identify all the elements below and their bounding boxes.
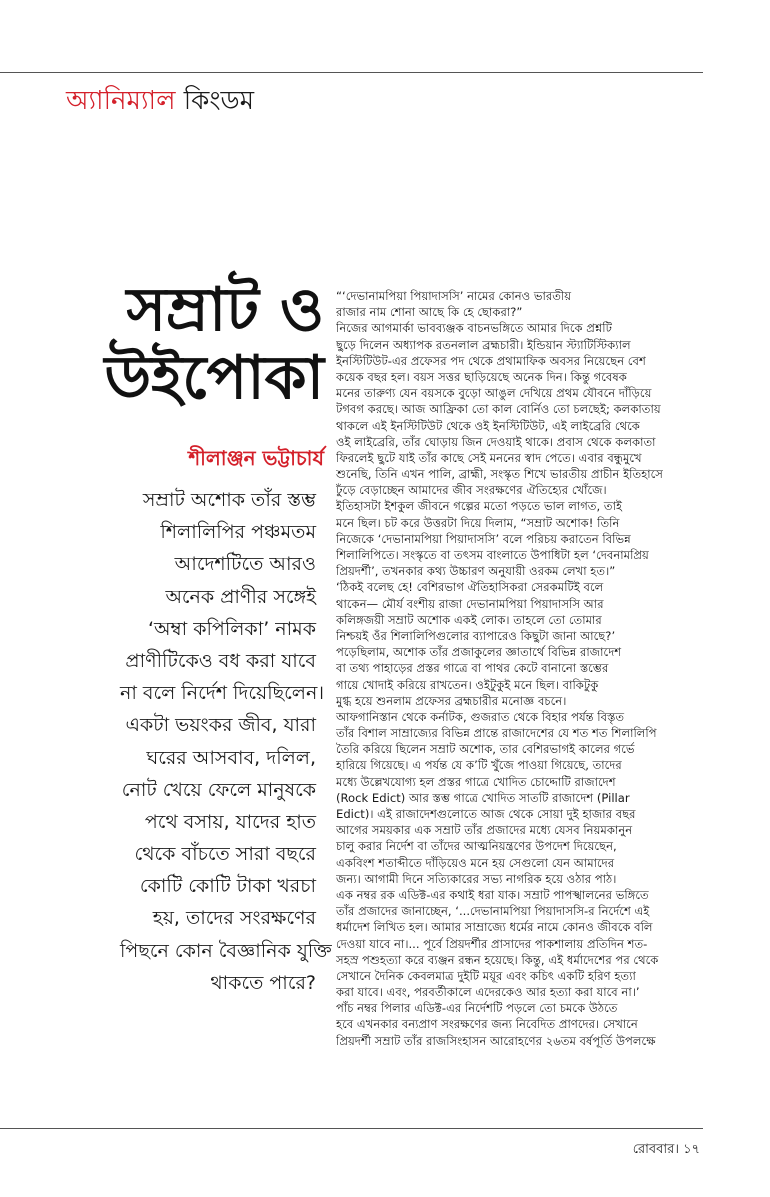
body-text-line: (Rock Edict) আর স্তম্ভ গাত্রে খোদিত সাতটি রাজাদেশ (Pillar xyxy=(336,790,630,805)
body-text-line: আফগানিস্তান থেকে কর্নাটক, গুজরাত থেকে বিহার পর্যন্ত বিস্তৃত xyxy=(336,709,625,724)
top-rule xyxy=(0,72,703,73)
body-text-line: তৈরি করিয়ে ছিলেন সম্রাট অশোক, তার বেশিরভাগই কালের গর্ভে xyxy=(336,742,635,757)
lede-line: পথে বসায়, যাদের হাত xyxy=(144,810,316,833)
body-text-line: হবে এখনকার বন্যপ্রাণ সংরক্ষণের জন্য নিবেদিত প্রাণদের। সেখানে xyxy=(336,1017,638,1032)
body-text-line: বা তথ্য পাহাড়ের প্রস্তর গাত্রে বা পাথর কেটে বানানো স্তম্ভের xyxy=(336,661,609,676)
lede-line: আদেশটিতে আরও xyxy=(174,553,316,576)
body-text-line: হারিয়ে গিয়েছে। এ পর্যন্ত যে ক’টি খুঁজে পাওয়া গিয়েছে, তাদের xyxy=(336,758,622,773)
body-text-line: ছুড়ে দিলেন অধ্যাপক রতনলাল ব্রহ্মচারী। ইন্ডিয়ান স্ট্যাটিস্টিক্যাল xyxy=(336,337,631,352)
body-text-line: শুনেছি, তিনি এখন পালি, ব্রাহ্মী, সংস্কৃত শিখে ভারতীয় প্রাচীন ইতিহাসে xyxy=(336,467,663,482)
title-line-1: সম্রাট ও xyxy=(126,275,324,345)
lede-line: হয়, তাদের সংরক্ষণের xyxy=(152,907,316,930)
body-text-line: কলিঙ্গজয়ী সম্রাট অশোক একই লোক। তাহলে তো তোমার xyxy=(336,612,602,627)
section-label-part1: অ্যানিম্যাল xyxy=(66,86,176,116)
body-text-line: “‘দেভানামপিয়া পিয়াদাসসি’ নামের কোনও ভারতীয় xyxy=(336,289,572,303)
lede-line: থাকতে পারে? xyxy=(210,971,316,994)
body-text-line: সেখানে দৈনিক কেবলমাত্র দুইটি ময়ূর এবং কচিৎ একটি হরিণ হত্যা xyxy=(336,968,636,983)
lede-line: সম্রাট অশোক তাঁর স্তম্ভ xyxy=(142,489,316,511)
lede-line: পিছনে কোন বৈজ্ঞানিক যুক্তি xyxy=(120,939,332,962)
lede-line: কোটি কোটি টাকা খরচা xyxy=(139,875,316,898)
lede-paragraph xyxy=(120,484,332,999)
body-text-line: ওই লাইব্রেরি, তাঁর ঘোড়ায় জিন দেওয়াই থাকে। প্রবাস থেকে কলকাতা xyxy=(336,434,656,449)
body-text-line: ‘ঠিকই বলেছ হে! বেশিরভাগ ঐতিহাসিকরা সেরকমটিই বলে xyxy=(336,580,604,595)
body-text-line: শিলালিপিতে। সংস্কৃতে বা তৎসম বাংলাতে উপাধিটা হল ‘দেবনামপ্রিয় xyxy=(336,548,649,562)
body-text-line: থাকেন— মৌর্য বংশীয় রাজা দেভানামপিয়া পিয়াদাসসি আর xyxy=(336,596,604,611)
article-body xyxy=(336,288,712,1049)
body-text-line: মুগ্ধ হয়ে শুনলাম প্রফেসর ব্রহ্মচারীর মনোজ্ঞ বচনে। xyxy=(336,693,567,708)
body-text-line: ইতিহাসটা ইশকুল জীবনে গল্পের মতো পড়তে ভাল লাগত, তাই xyxy=(336,499,622,514)
lede-line: একটা ভয়ংকর জীব, যারা xyxy=(125,714,316,737)
body-text-line: এক নম্বর রক এডিক্ট-এর কথাই ধরা যাক। সম্রাট পাপস্খালনের ভঙ্গিতে xyxy=(336,887,649,902)
body-text-line: আগের সময়কার এক সম্রাট তাঁর প্রজাদের মধ্যে যেসব নিয়মকানুন xyxy=(336,823,633,838)
body-text-line: তাঁর প্রজাদের জানাচ্ছেন, ‘...দেভানামপিয়া পিয়াদাসসি-র নির্দেশে এই xyxy=(336,904,650,919)
lede-line: ঘরের আসবাব, দলিল, xyxy=(146,746,316,769)
lede-line: প্রাণীটিকেও বধ করা যাবে xyxy=(125,649,316,672)
body-text-line: ইনস্টিটিউট-এর প্রফেসর পদ থেকে প্রথামাফিক অবসর নিয়েছেন বেশ xyxy=(336,353,646,368)
body-text-line: চালু করার নির্দেশ বা তাঁদের আত্মনিয়ন্ত্রণের উপদেশ দিয়েছেন, xyxy=(336,839,617,854)
lede-line: শিলালিপির পঞ্চমতম xyxy=(160,521,316,544)
body-text-line: দেওয়া যাবে না।... পূর্বে প্রিয়দর্শীর প্রাসাদের পাকশালায় প্রতিদিন শত- xyxy=(336,936,648,951)
bottom-rule xyxy=(0,1128,703,1129)
body-text-line: প্রিয়দর্শী সম্রাট তাঁর রাজসিংহাসন আরোহণের ২৬তম বর্ষপূর্তি উপলক্ষে xyxy=(336,1033,656,1048)
body-text-line: করা যাবে। এবং, পরবর্তীকালে এদেরকেও আর হত্যা করা যাবে না।’ xyxy=(336,985,640,1000)
lede-line: থেকে বাঁচতে সারা বছরে xyxy=(134,843,316,866)
body-text-line: সহস্র পশুহত্যা করে ব্যঞ্জন রন্ধন হয়েছে। কিন্তু, এই ধর্মাদেশের পর থেকে xyxy=(336,952,659,967)
section-label xyxy=(66,80,254,124)
body-text-line: টগবগ করছে। আজ আফ্রিকা তো কাল বোর্নিও তো চলছেই; কলকাতায় xyxy=(336,402,661,417)
lede-line: ‘অম্বা কপিলিকা’ নামক xyxy=(147,617,316,640)
body-text-line: ঢুঁড়ে বেড়াচ্ছেন আমাদের জীব সংরক্ষণের ঐতিহ্যের খোঁজে। xyxy=(336,483,607,498)
article-title xyxy=(104,276,324,412)
body-text-line: কয়েক বছর হল। বয়স সত্তর ছাড়িয়েছে অনেক দিন। কিন্তু গবেষক xyxy=(336,369,627,384)
body-text-line: Edict)। এই রাজাদেশগুলোতে আজ থেকে সোয়া দুই হাজার বছর xyxy=(336,807,636,821)
body-text-line: নিজের আগমার্কা ভাবব্যঞ্জক বাচনভঙ্গিতে আমার দিকে প্রশ্নটি xyxy=(336,321,612,336)
body-text-line: প্রিয়দর্শী’, তখনকার কথ্য উচ্চারণ অনুযায়ী ওরকম লেখা হত।” xyxy=(336,564,616,579)
body-text-line: ফিরলেই ছুটে যাই তাঁর কাছে সেই মননের স্বাদ পেতে। এবার বন্ধুমুখে xyxy=(336,450,642,465)
author-byline: শীলাঞ্জন ভট্টাচার্য xyxy=(188,446,324,470)
lede-line: অনেক প্রাণীর সঙ্গেই xyxy=(165,585,316,608)
body-text-line: থাকলে এই ইনস্টিটিউট থেকে ওই ইনস্টিটিউট, এই লাইব্রেরি থেকে xyxy=(336,418,640,433)
body-text-line: রাজার নাম শোনা আছে কি হে ছোকরা?” xyxy=(336,305,523,320)
body-text-line: গায়ে খোদাই করিয়ে রাখতেন। ওইটুকুই মনে ছিল। বাকিটুকু xyxy=(336,677,599,692)
body-text-line: মনে ছিল। চট করে উত্তরটা দিয়ে দিলাম, “সম্রাট অশোক! তিনি xyxy=(336,515,620,530)
body-text-line: মনের তারুণ্য যেন বয়সকে বুড়ো আঙুল দেখিয়ে প্রথম যৌবনে দাঁড়িয়ে xyxy=(336,386,652,401)
title-line-2: উইপোকা xyxy=(104,343,324,413)
body-text-line: তাঁর বিশাল সাম্রাজ্যের বিভিন্ন প্রান্তে রাজাদেশের যে শত শত শিলালিপি xyxy=(336,726,657,741)
body-text-line: পড়েছিলাম, অশোক তাঁর প্রজাকুলের জ্ঞাতার্থে বিভিন্ন রাজাদেশ xyxy=(336,645,622,660)
body-text-line: নিশ্চয়ই ওঁর শিলালিপিগুলোর ব্যাপারেও কিছুটা জানা আছে?’ xyxy=(336,628,616,643)
body-text-line: জন্য। আগামী দিনে সত্যিকারের সভ্য নাগরিক হয়ে ওঠার পাঠ। xyxy=(336,871,617,886)
body-text-line: নিজেকে ‘দেভানামপিয়া পিয়াদাসসি’ বলে পরিচয় করাতেন বিভিন্ন xyxy=(336,531,631,546)
lede-line: নোট খেয়ে ফেলে মানুষকে xyxy=(121,778,316,801)
section-label-part2: কিংডম xyxy=(183,86,255,116)
body-text-line: মধ্যে উল্লেখযোগ্য হল প্রস্তর গাত্রে খোদিত চোদ্দোটি রাজাদেশ xyxy=(336,774,616,789)
lede-line: না বলে নির্দেশ দিয়েছিলেন। xyxy=(120,682,325,705)
body-text-line: ধর্মাদেশ লিখিত হল। আমার সাম্রাজ্যে ধর্মের নামে কোনও জীবকে বলি xyxy=(336,920,653,935)
body-text-line: একবিংশ শতাব্দীতে দাঁড়িয়েও মনে হয় সেগুলো যেন আমাদের xyxy=(336,855,615,870)
page-folio: রোববার। ১৭ xyxy=(632,1142,700,1157)
body-text-line: পাঁচ নম্বর পিলার এডিক্ট-এর নির্দেশটি পড়লে তো চমকে উঠতে xyxy=(336,1001,618,1016)
